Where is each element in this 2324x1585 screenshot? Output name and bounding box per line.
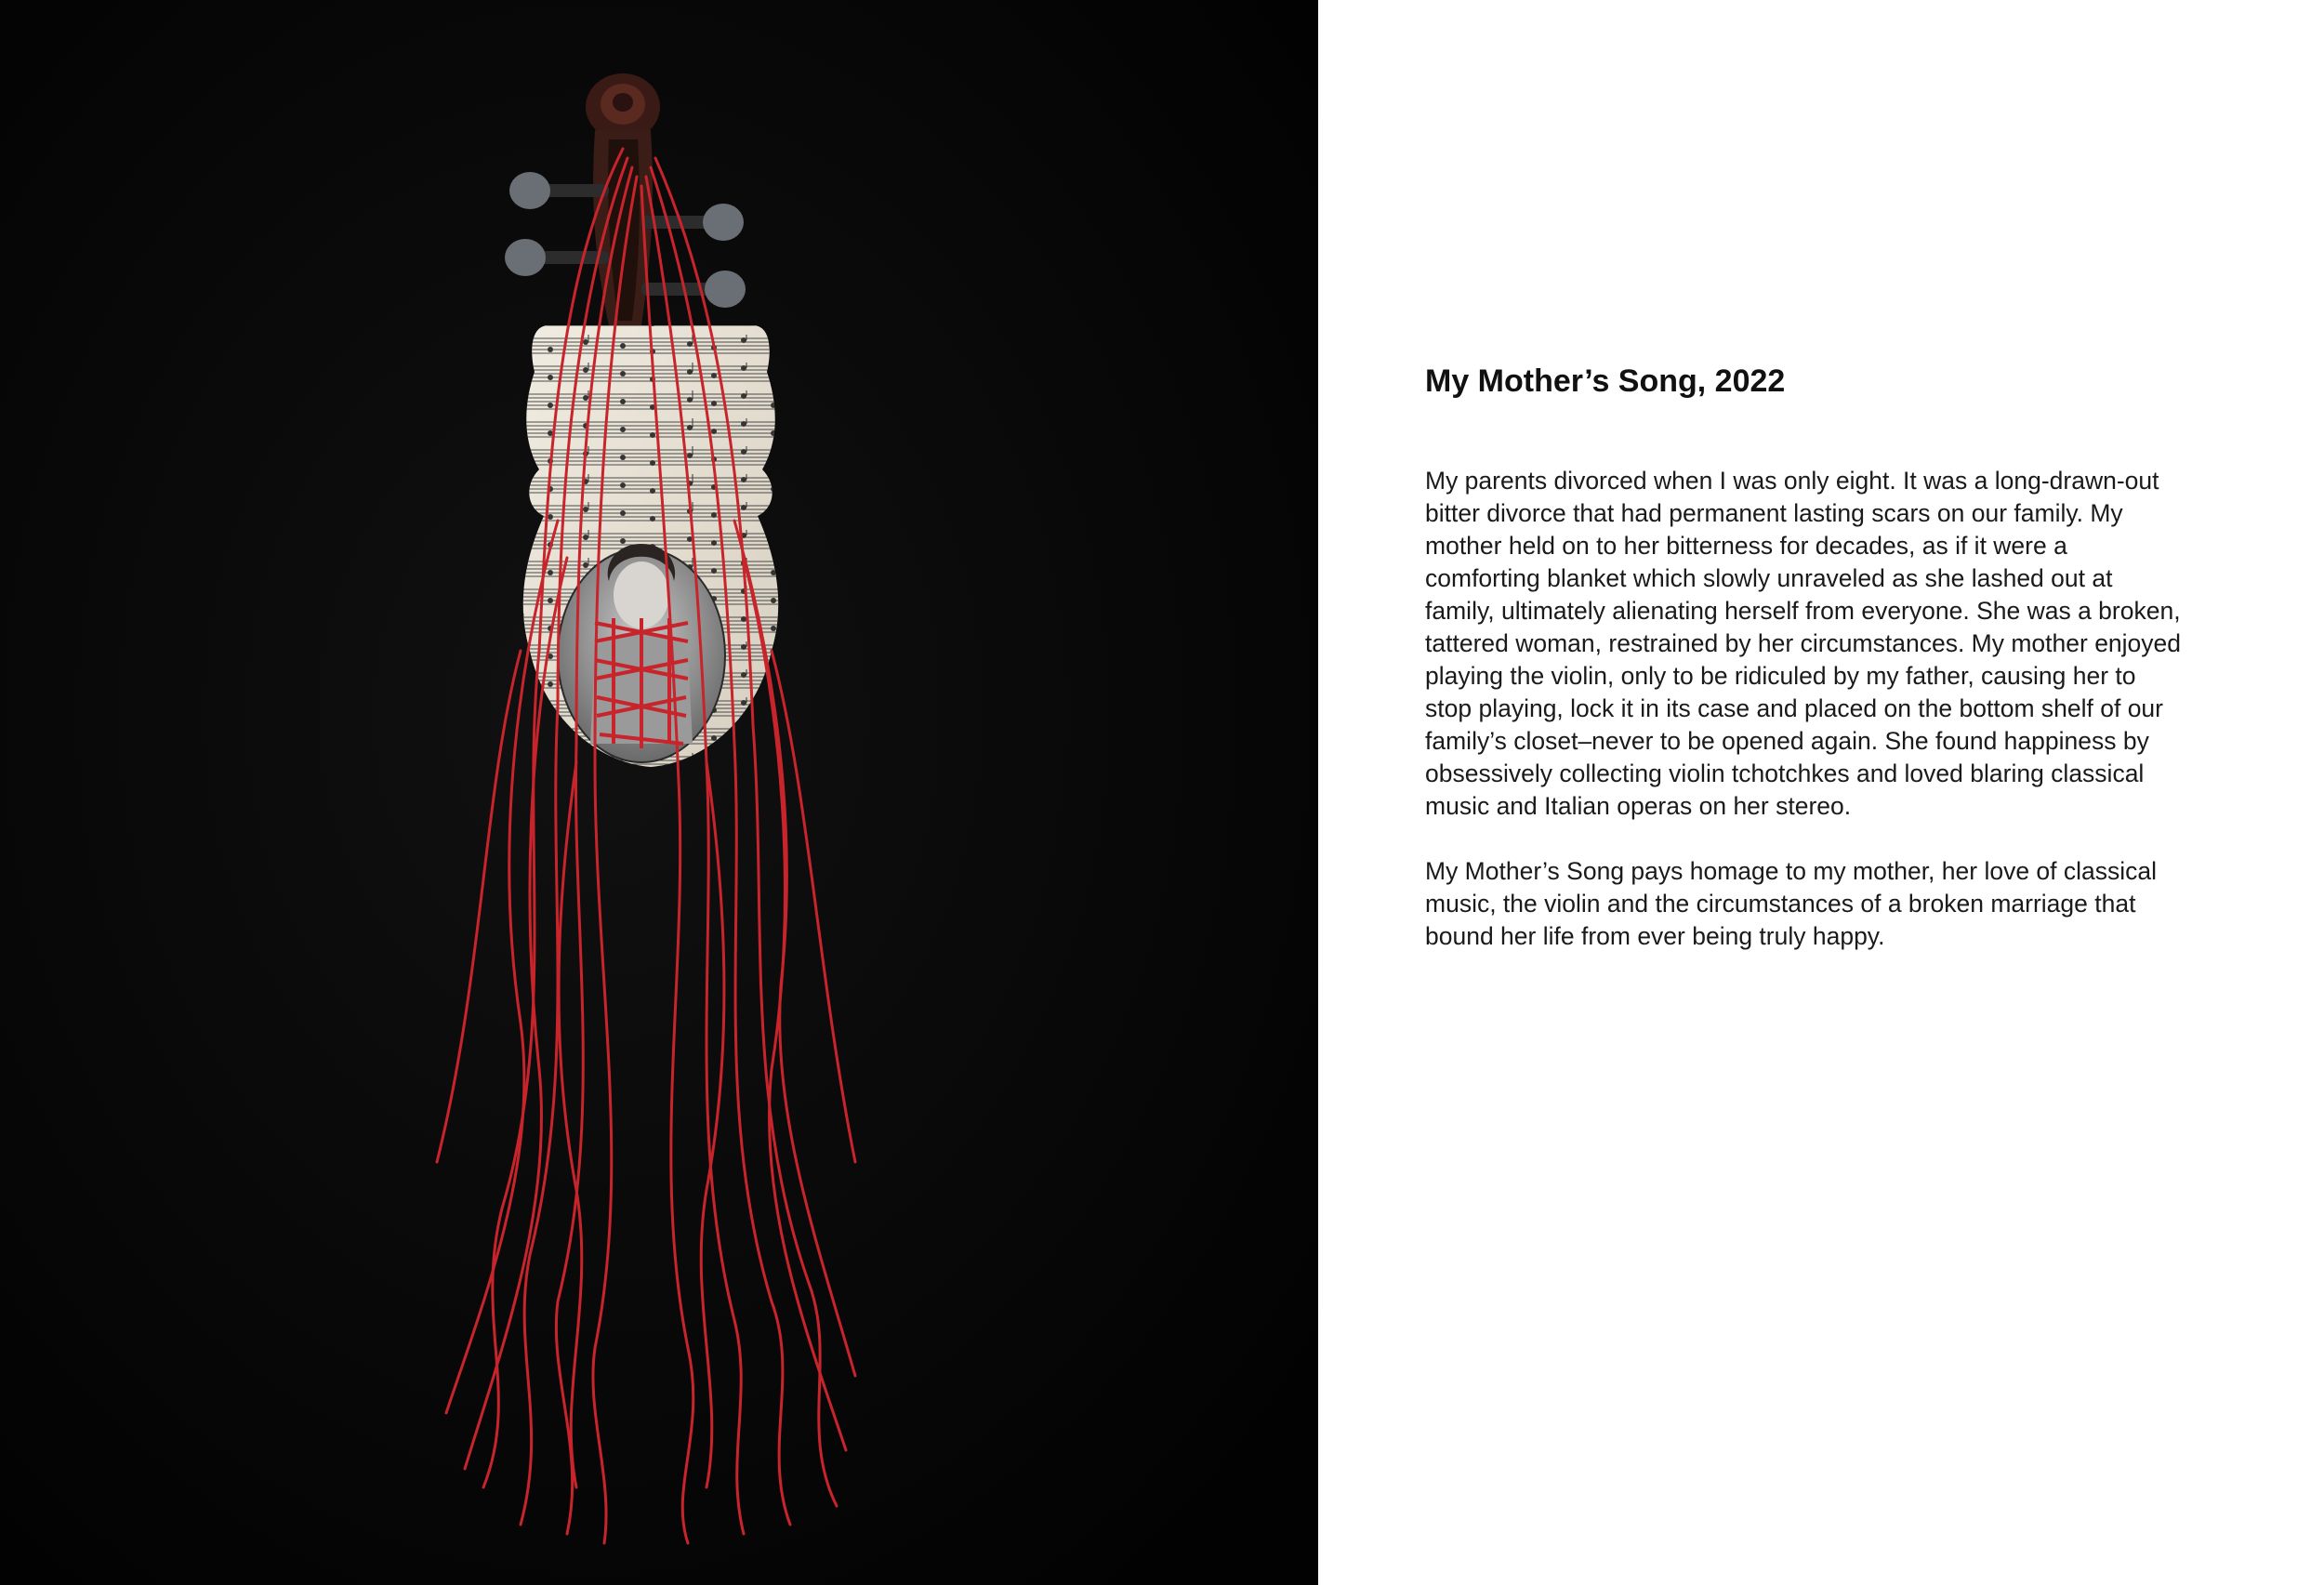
- statement-paragraph-1: [1425, 465, 2225, 823]
- statement-line: family, ultimately alienating herself from everyone. She was a broken,: [1425, 597, 2181, 625]
- statement-line: My Mother’s Song pays homage to my mother, her love of classical: [1425, 857, 2158, 885]
- statement-line: music and Italian operas on her stereo.: [1425, 792, 1852, 820]
- statement-line: bitter divorce that had permanent lasting scars on our family. My: [1425, 499, 2123, 527]
- statement-line: playing the violin, only to be ridiculed by my father, causing her to: [1425, 662, 2136, 690]
- text-panel: [1318, 0, 2324, 1585]
- statement-paragraph-2: [1425, 855, 2225, 953]
- statement-line: music, the violin and the circumstances of a broken marriage that: [1425, 890, 2136, 918]
- statement-line: stop playing, lock it in its case and placed on the bottom shelf of our: [1425, 694, 2163, 722]
- statement-line: obsessively collecting violin tchotchkes and loved blaring classical: [1425, 759, 2145, 787]
- artist-statement: [1425, 465, 2225, 985]
- statement-line: My parents divorced when I was only eight. It was a long-drawn-out: [1425, 467, 2159, 495]
- statement-line: bound her life from ever being truly happy.: [1425, 922, 1885, 950]
- statement-line: family’s closet–never to be opened again. She found happiness by: [1425, 727, 2149, 755]
- statement-line: comforting blanket which slowly unraveled as she lashed out at: [1425, 564, 2113, 592]
- statement-line: tattered woman, restrained by her circumstances. My mother enjoyed: [1425, 629, 2182, 657]
- artwork-title: My Mother’s Song, 2022: [1425, 363, 1786, 399]
- statement-line: mother held on to her bitterness for decades, as if it were a: [1425, 532, 2067, 560]
